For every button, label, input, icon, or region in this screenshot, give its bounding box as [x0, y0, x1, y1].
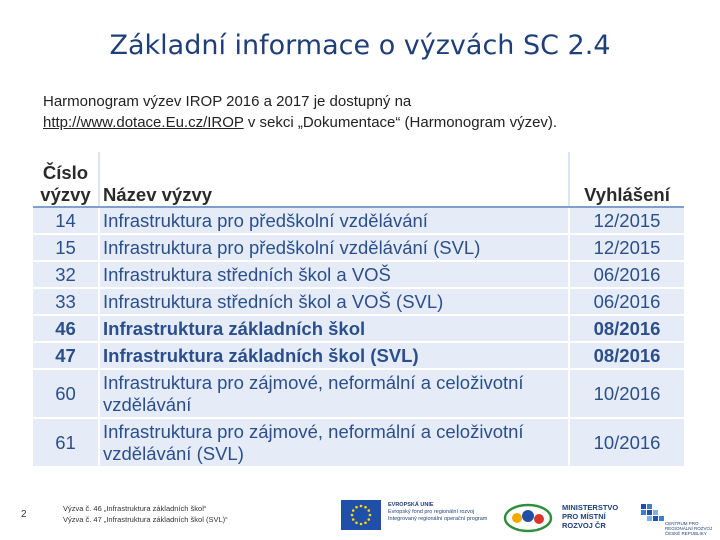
announced-cell: 10/2016	[569, 369, 684, 418]
header-call-number-line1: Číslo	[42, 162, 89, 183]
call-number-cell: 15	[33, 234, 99, 261]
call-name-cell: Infrastruktura středních škol a VOŠ (SVL)	[99, 288, 569, 315]
call-number-cell: 32	[33, 261, 99, 288]
intro-text	[43, 91, 693, 133]
intro-line-2	[43, 112, 693, 133]
footnote	[63, 503, 228, 525]
call-name-cell: Infrastruktura pro zájmové, neformální a celoživotní vzdělávání	[99, 369, 569, 418]
eu-flag-logo	[341, 500, 381, 530]
announced-cell: 08/2016	[569, 315, 684, 342]
call-name-cell: Infrastruktura pro předškolní vzdělávání	[99, 207, 569, 234]
footnote-line-2: Výzva č. 47 „Infrastruktura základních škol (SVL)“	[63, 515, 228, 524]
intro-line-1: Harmonogram výzev IROP 2016 a 2017 je dostupný na	[43, 93, 412, 110]
table-row	[33, 418, 684, 466]
table-row	[33, 342, 684, 369]
crr-text-line-2: ČESKÉ REPUBLIKY	[665, 531, 707, 536]
irop-logo	[503, 500, 553, 534]
crr-text-line-1: CENTRUM PRO REGIONÁLNÍ ROZVOJ	[665, 521, 713, 531]
table-row	[33, 207, 684, 234]
call-number-cell: 60	[33, 369, 99, 418]
call-number-cell: 14	[33, 207, 99, 234]
ministry-logo-text	[562, 503, 618, 530]
table-row	[33, 315, 684, 342]
call-number-cell: 61	[33, 418, 99, 466]
footnote-line-1: Výzva č. 46 „Infrastruktura základních škol“	[63, 504, 207, 513]
eu-text-line-2: Evropský fond pro regionální rozvoj	[388, 509, 475, 515]
table-row	[33, 288, 684, 315]
eu-fund-text	[388, 502, 487, 523]
crr-logo-text	[665, 521, 720, 536]
slide-number: 2	[21, 509, 27, 520]
irop-link[interactable]: http://www.dotace.Eu.cz/IROP	[43, 114, 244, 131]
call-number-cell: 33	[33, 288, 99, 315]
call-name-cell: Infrastruktura základních škol	[99, 315, 569, 342]
call-name-cell: Infrastruktura pro zájmové, neformální a celoživotní vzdělávání (SVL)	[99, 418, 569, 466]
table-header-row	[33, 152, 684, 207]
calls-table	[33, 152, 684, 466]
call-name-cell: Infrastruktura pro předškolní vzdělávání (SVL)	[99, 234, 569, 261]
announced-cell: 08/2016	[569, 342, 684, 369]
announced-cell: 06/2016	[569, 261, 684, 288]
slide-title: Základní informace o výzvách SC 2.4	[109, 30, 611, 61]
eu-text-line-1: EVROPSKÁ UNIE	[388, 502, 434, 508]
header-call-number	[33, 152, 99, 207]
intro-line-2-rest: v sekci „Dokumentace“ (Harmonogram výzev).	[243, 114, 558, 131]
mmr-line-1: MINISTERSTVO	[562, 503, 619, 512]
table-row	[33, 234, 684, 261]
mmr-line-3: ROZVOJ ČR	[562, 521, 606, 530]
announced-cell: 12/2015	[569, 207, 684, 234]
table-row	[33, 261, 684, 288]
mmr-line-2: PRO MÍSTNÍ	[562, 512, 606, 521]
announced-cell: 12/2015	[569, 234, 684, 261]
header-announced: Vyhlášení	[569, 152, 684, 207]
call-name-cell: Infrastruktura základních škol (SVL)	[99, 342, 569, 369]
header-call-number-line2: výzvy	[40, 184, 91, 205]
call-name-cell: Infrastruktura středních škol a VOŠ	[99, 261, 569, 288]
call-number-cell: 46	[33, 315, 99, 342]
announced-cell: 10/2016	[569, 418, 684, 466]
call-number-cell: 47	[33, 342, 99, 369]
announced-cell: 06/2016	[569, 288, 684, 315]
eu-text-line-3: Integrovaný regionální operační program	[388, 516, 488, 522]
table-row	[33, 369, 684, 418]
header-call-name: Název výzvy	[99, 152, 569, 207]
